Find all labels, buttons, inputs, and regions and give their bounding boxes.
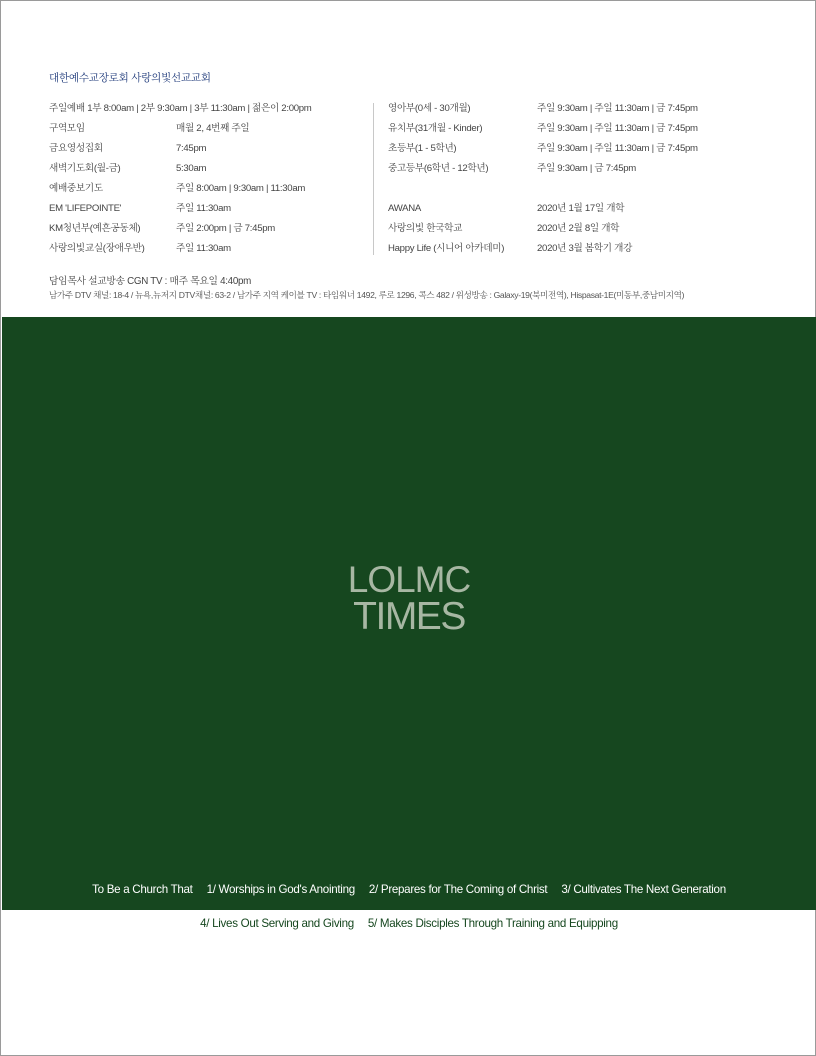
schedule-value: 2020년 1월 17일 개학 bbox=[537, 203, 625, 214]
broadcast-info: 담임목사 설교방송 CGN TV : 매주 목요일 4:40pm bbox=[49, 276, 251, 287]
schedule-label: 중고등부(6학년 - 12학년) bbox=[388, 163, 489, 174]
schedule-value: 2020년 2월 8일 개학 bbox=[537, 223, 620, 234]
schedule-value: 주일 2:00pm | 금 7:45pm bbox=[176, 223, 275, 234]
schedule-value: 주일 8:00am | 9:30am | 11:30am bbox=[176, 183, 306, 194]
column-divider bbox=[373, 103, 374, 255]
mission-intro: To Be a Church That bbox=[92, 883, 193, 896]
schedule-value: 2020년 3월 봄학기 개강 bbox=[537, 243, 633, 254]
schedule-value: 주일 11:30am bbox=[176, 203, 231, 214]
mission-item: 3/ Cultivates The Next Generation bbox=[561, 883, 726, 896]
mission-item: 2/ Prepares for The Coming of Christ bbox=[368, 883, 548, 896]
schedule-label: AWANA bbox=[388, 203, 421, 214]
tv-channel-info: 남가주 DTV 채널: 18-4 / 뉴욕,뉴저지 DTV채널: 63-2 / 남가주 지역 케이블 TV : 타임워너 1492, 루로 1296, 콕스 482 / 위성방송 : Galaxy-19(북미전역), Hispasat-1E(미동부,중남미지역) bbox=[49, 290, 685, 300]
schedule-label: 금요영성집회 bbox=[49, 143, 103, 154]
schedule-value: 주일 9:30am | 주일 11:30am | 금 7:45pm bbox=[537, 143, 698, 154]
schedule-label: 유치부(31개월 - Kinder) bbox=[388, 123, 483, 134]
schedule-label: 초등부(1 - 5학년) bbox=[388, 143, 457, 154]
schedule-label: Happy Life (시니어 아카데미) bbox=[388, 243, 505, 254]
church-name: 대한예수교장로회 사랑의빛선교교회 bbox=[49, 72, 211, 84]
mission-statement-line-1 bbox=[1, 883, 816, 896]
schedule-label: 예배중보기도 bbox=[49, 183, 103, 194]
mission-statement-line-2 bbox=[1, 917, 816, 930]
mission-item: 5/ Makes Disciples Through Training and Equipping bbox=[367, 917, 618, 930]
schedule-label: 구역모임 bbox=[49, 123, 85, 134]
schedule-label: 사랑의빛 한국학교 bbox=[388, 223, 463, 234]
mission-item: 4/ Lives Out Serving and Giving bbox=[200, 917, 354, 930]
schedule-value: 주일 11:30am bbox=[176, 243, 231, 254]
schedule-label: 영아부(0세 - 30개월) bbox=[388, 103, 471, 114]
schedule-label: KM청년부(예흔공동체) bbox=[49, 223, 141, 234]
schedule-value: 7:45pm bbox=[176, 143, 207, 154]
mission-item: 1/ Worships in God's Anointing bbox=[206, 883, 355, 896]
logo-times: TIMES bbox=[353, 595, 465, 638]
schedule-label: 주일예배 1부 8:00am | 2부 9:30am | 3부 11:30am | 젊은이 2:00pm bbox=[49, 103, 312, 114]
schedule-value: 매월 2, 4번째 주일 bbox=[176, 123, 250, 134]
schedule-label: 사랑의빛교실(장애우반) bbox=[49, 243, 145, 254]
schedule-value: 주일 9:30am | 금 7:45pm bbox=[537, 163, 636, 174]
schedule-value: 5:30am bbox=[176, 163, 207, 174]
schedule-label: EM 'LIFEPOINTE' bbox=[49, 203, 122, 214]
schedule-value: 주일 9:30am | 주일 11:30am | 금 7:45pm bbox=[537, 103, 698, 114]
schedule-label: 새벽기도회(월-금) bbox=[49, 163, 121, 174]
logo-lolmc: LOLMC bbox=[347, 559, 471, 600]
schedule-value: 주일 9:30am | 주일 11:30am | 금 7:45pm bbox=[537, 123, 698, 134]
